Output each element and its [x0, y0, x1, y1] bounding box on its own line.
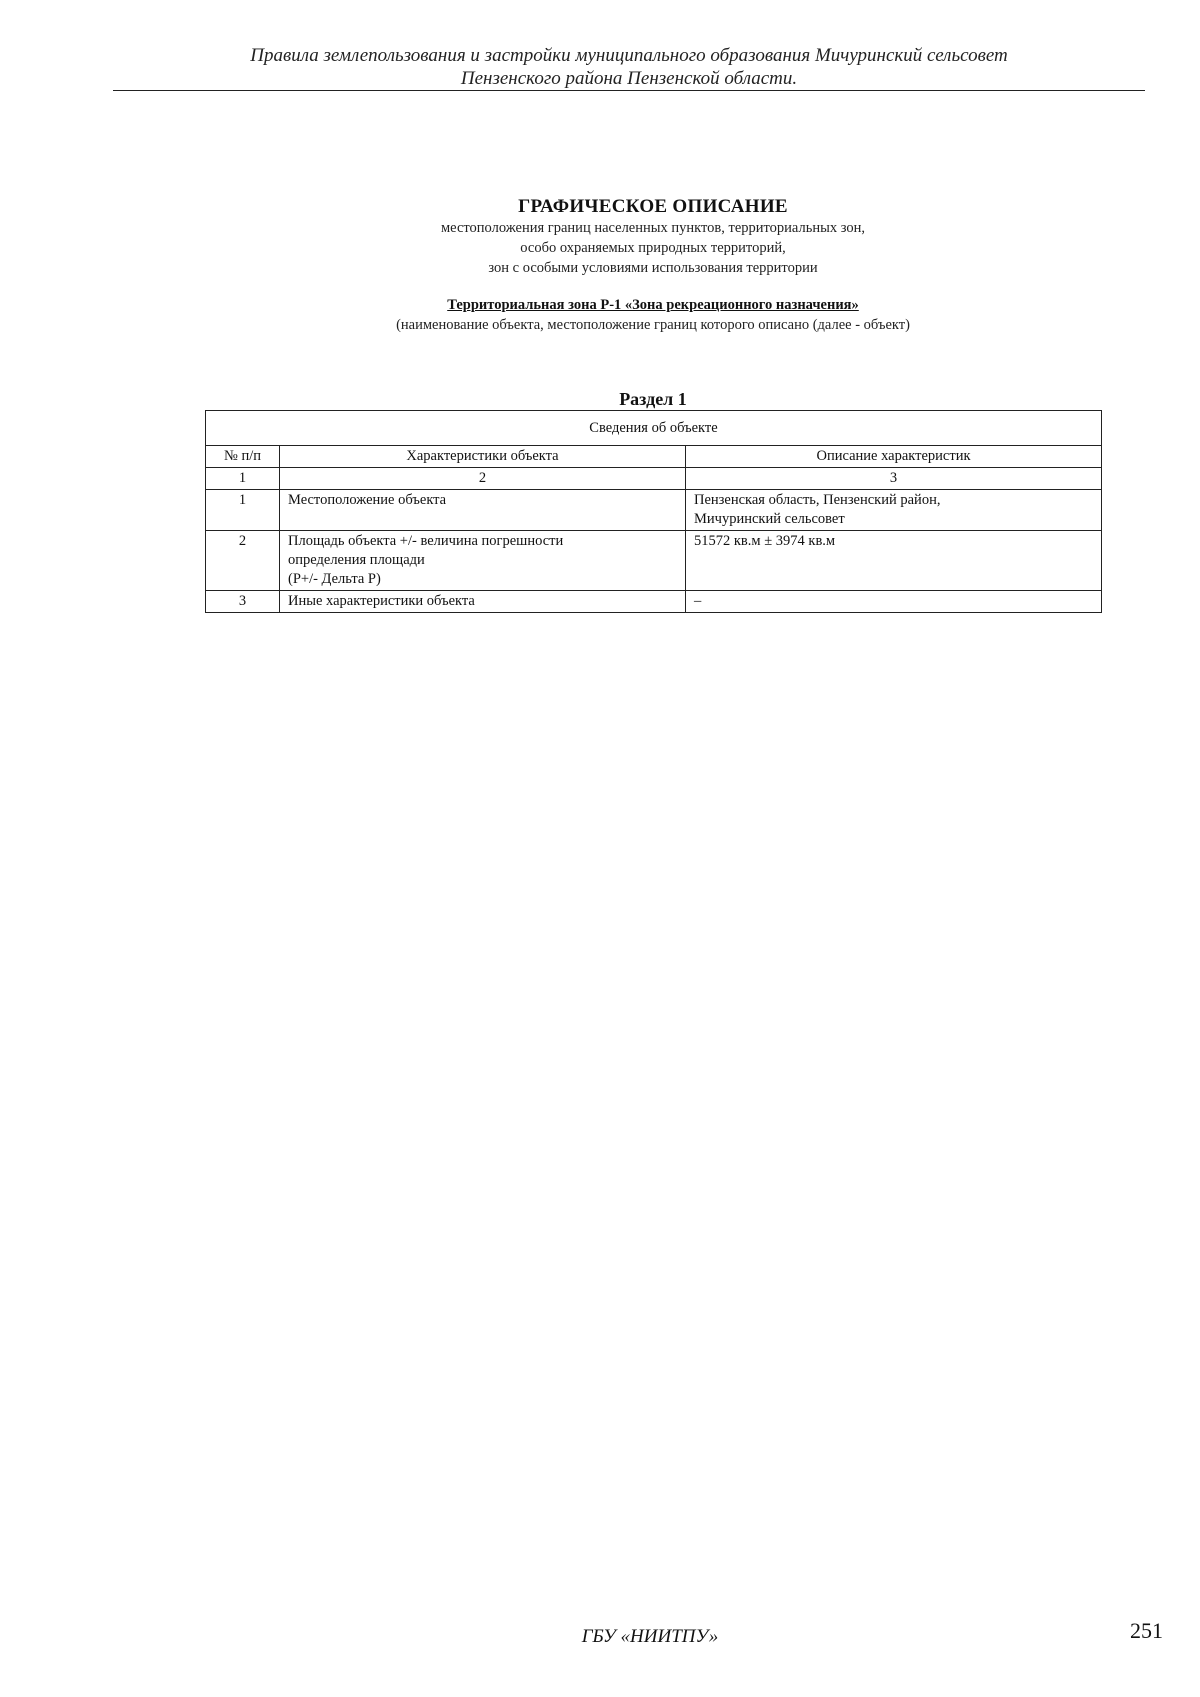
- header-line-2: Пензенского района Пензенской области.: [460, 68, 798, 89]
- header-divider: [113, 90, 1145, 91]
- table-row: [206, 531, 1102, 591]
- title-block: [200, 196, 1106, 335]
- header-num: № п/п: [206, 446, 280, 468]
- table-row: [206, 490, 1102, 531]
- colnum-3: 3: [686, 468, 1102, 490]
- header-line-1: Правила землепользования и застройки муниципального образования Мичуринский сельсовет: [250, 45, 1008, 66]
- row-num: 2: [206, 531, 280, 591]
- row-description: [686, 531, 1102, 591]
- row-description: [686, 591, 1102, 613]
- section-title: Раздел 1: [619, 389, 687, 409]
- cell-line: определения площади: [288, 552, 425, 568]
- row-characteristic: [280, 531, 686, 591]
- colnum-1: 1: [206, 468, 280, 490]
- cell-line: Иные характеристики объекта: [288, 593, 475, 609]
- subtitle-line-1: местоположения границ населенных пунктов, территориальных зон,: [440, 220, 866, 236]
- cell-line: Площадь объекта +/- величина погрешности: [288, 533, 564, 549]
- table-caption: Сведения об объекте: [206, 411, 1102, 446]
- row-num: 3: [206, 591, 280, 613]
- row-num: 1: [206, 490, 280, 531]
- header-characteristic: Характеристики объекта: [280, 446, 686, 468]
- header-description: Описание характеристик: [686, 446, 1102, 468]
- object-info-table: [205, 410, 1102, 613]
- colnum-2: 2: [280, 468, 686, 490]
- cell-line: Пензенская область, Пензенский район,: [694, 492, 941, 508]
- cell-line: (P+/- Дельта P): [288, 571, 381, 587]
- row-characteristic: [280, 490, 686, 531]
- column-number-row: [206, 468, 1102, 490]
- object-hint: (наименование объекта, местоположение границ которого описано (далее - объект): [396, 317, 910, 333]
- footer-organization: ГБУ «НИИТПУ»: [581, 1626, 719, 1647]
- page-number: 251: [1130, 1618, 1163, 1643]
- cell-line: –: [694, 593, 702, 609]
- document-title: ГРАФИЧЕСКОЕ ОПИСАНИЕ: [518, 196, 788, 217]
- table-row: [206, 591, 1102, 613]
- subtitle-line-3: зон с особыми условиями использования территории: [488, 260, 818, 276]
- row-description: [686, 490, 1102, 531]
- cell-line: 51572 кв.м ± 3974 кв.м: [694, 533, 836, 549]
- table-caption-row: [206, 411, 1102, 446]
- row-characteristic: [280, 591, 686, 613]
- subtitle-line-2: особо охраняемых природных территорий,: [520, 240, 786, 256]
- cell-line: Местоположение объекта: [288, 492, 447, 508]
- running-header: [113, 44, 1145, 90]
- cell-line: Мичуринский сельсовет: [694, 511, 845, 527]
- object-name: Территориальная зона Р-1 «Зона рекреационного назначения»: [447, 297, 859, 313]
- table-header-row: [206, 446, 1102, 468]
